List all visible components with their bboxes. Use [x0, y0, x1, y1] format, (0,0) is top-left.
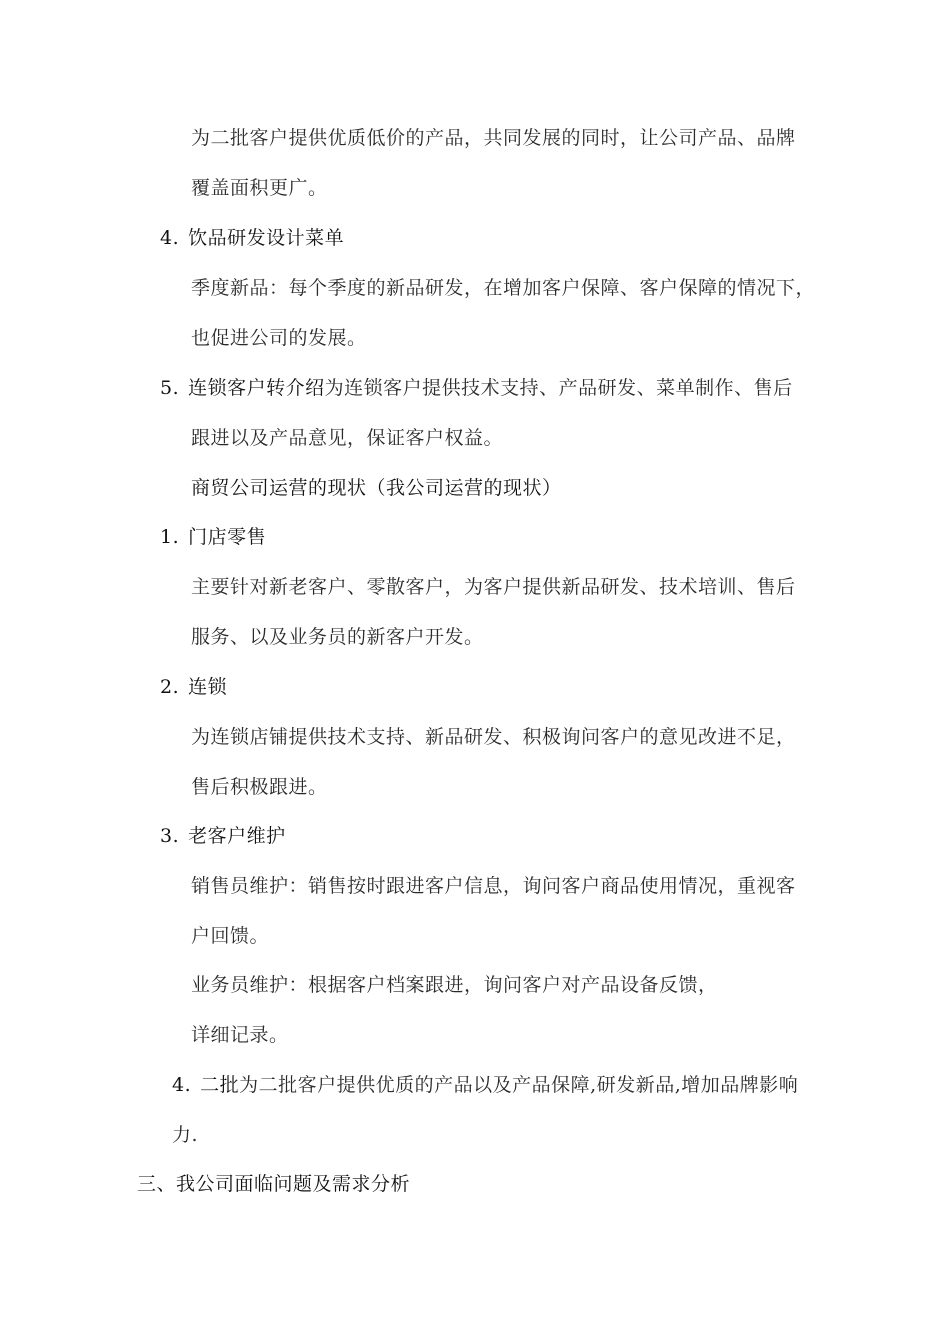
status-item-4-line-2: 力. — [172, 1124, 199, 1146]
status-item-3-biz-line-1: 业务员维护：根据客户档案跟进，询问客户对产品设备反馈， — [191, 974, 718, 996]
item-5-title: 连锁客户转介绍 — [188, 377, 325, 399]
status-item-3-heading — [160, 824, 286, 848]
item-5-number: 5. — [160, 377, 180, 399]
status-item-2-heading — [160, 675, 227, 699]
item-5-line-2: 跟进以及产品意见，保证客户权益。 — [191, 427, 504, 449]
intro-line-2: 覆盖面积更广。 — [191, 177, 328, 199]
item-4-title: 饮品研发设计菜单 — [188, 227, 345, 249]
status-item-3-number: 3. — [160, 825, 180, 847]
status-item-2-title: 连锁 — [188, 676, 228, 698]
item-5-heading — [160, 376, 793, 400]
section-3-heading: 三、我公司面临问题及需求分析 — [137, 1173, 411, 1195]
status-heading: 商贸公司运营的现状（我公司运营的现状） — [191, 477, 562, 499]
status-item-1-title: 门店零售 — [188, 526, 267, 548]
status-item-1-line-1: 主要针对新老客户、零散客户，为客户提供新品研发、技术培训、售后 — [191, 576, 796, 598]
status-item-1-line-2: 服务、以及业务员的新客户开发。 — [191, 626, 484, 648]
status-item-3-biz-line-2: 详细记录。 — [191, 1024, 289, 1046]
status-item-4-heading — [172, 1073, 798, 1097]
status-item-4-line-1-rest: 为二批客户提供优质的产品以及产品保障,研发新品,增加品牌影响 — [239, 1074, 799, 1096]
status-item-1-heading — [160, 525, 266, 549]
item-4-heading — [160, 226, 344, 250]
item-5-line-1-rest: 为连锁客户提供技术支持、产品研发、菜单制作、售后 — [324, 377, 793, 399]
item-4-number: 4. — [160, 227, 180, 249]
item-4-line-1: 季度新品：每个季度的新品研发，在增加客户保障、客户保障的情况下， — [191, 277, 816, 299]
status-item-2-line-1: 为连锁店铺提供技术支持、新品研发、积极询问客户的意见改进不足， — [191, 726, 796, 748]
status-item-2-number: 2. — [160, 676, 180, 698]
status-item-4-number: 4. — [172, 1074, 192, 1096]
status-item-3-sales-line-2: 户回馈。 — [191, 925, 270, 947]
status-item-4-title: 二批 — [200, 1074, 240, 1096]
intro-line-1: 为二批客户提供优质低价的产品，共同发展的同时，让公司产品、品牌 — [191, 127, 796, 149]
status-item-3-sales-line-1: 销售员维护：销售按时跟进客户信息，询问客户商品使用情况，重视客 — [191, 875, 796, 897]
status-item-1-number: 1. — [160, 526, 180, 548]
item-4-line-2: 也促进公司的发展。 — [191, 327, 367, 349]
status-item-3-title: 老客户维护 — [188, 825, 286, 847]
status-item-2-line-2: 售后积极跟进。 — [191, 776, 328, 798]
